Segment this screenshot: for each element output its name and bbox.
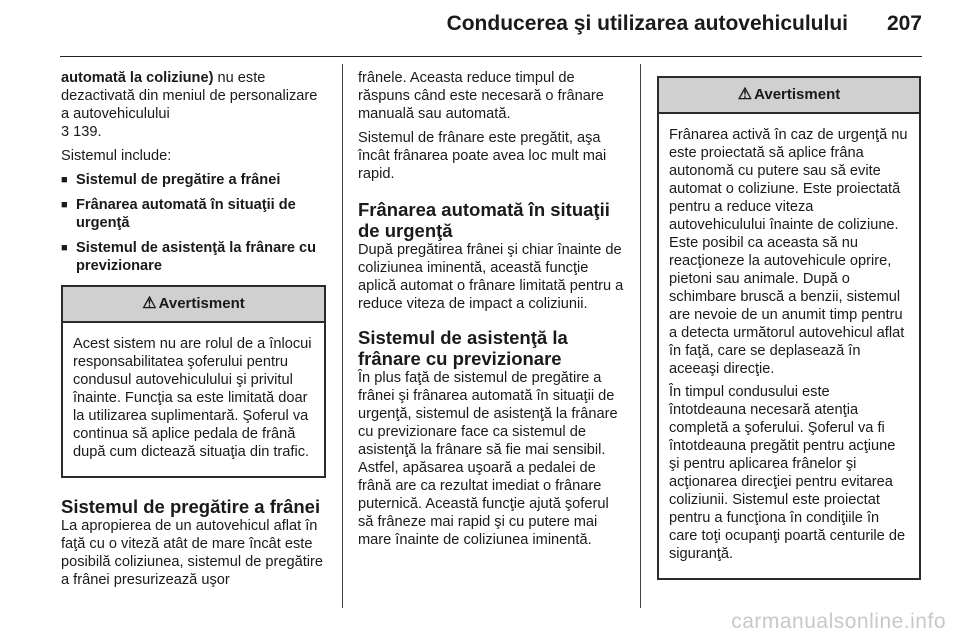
list-item xyxy=(61,196,326,232)
warning-header xyxy=(63,287,324,323)
list-item xyxy=(61,171,326,189)
section-heading: Frânarea automată în situaţii de urgenţă xyxy=(358,199,610,241)
section-heading: Sistemul de asistenţă la frânare cu previzionare xyxy=(358,327,568,369)
list-item-label: Sistemul de pregătire a frânei xyxy=(76,172,281,188)
warning-body xyxy=(63,323,324,476)
intro-text: nu este dezactivată din meniul de personalizare a autovehiculului xyxy=(61,70,318,122)
system-includes-label: Sistemul include: xyxy=(61,148,172,164)
list-item-label: Frânarea automată în situaţii de urgenţă xyxy=(76,197,296,231)
section-heading: Sistemul de pregătire a frânei xyxy=(61,496,321,517)
page-number: 207 xyxy=(886,12,922,35)
paragraph: Sistemul de frânare este pregătit, aşa încât frânarea poate avea loc mult mai rapid. xyxy=(358,130,607,182)
header-divider xyxy=(60,56,922,57)
column-3 xyxy=(657,69,921,580)
page-reference: 3 139. xyxy=(61,124,102,140)
column-2 xyxy=(358,69,624,555)
warning-title: Avertisment xyxy=(754,86,841,103)
watermark: carmanualsonline.info xyxy=(731,610,946,633)
intro-bold-text: automată la coliziune) xyxy=(61,70,214,86)
column-1 xyxy=(61,69,326,595)
bullet-square-icon: ■ xyxy=(61,174,68,186)
warning-text: În timpul condusului este întotdeauna necesară atenţia completă a şoferului. Şoferul va fi întotdeauna pregătit pentru acţiune şi pentru aplicarea frânelor şi acţionarea direcţiei pentru evitarea coliziunii. Sistemul este proiectat pentru a funcţiona în condiţiile în care toţi ocupanţi poartă centurile de siguranţă. xyxy=(669,384,906,562)
intro-paragraph xyxy=(61,69,326,141)
warning-text: Frânarea activă în caz de urgenţă nu este proiectată să aplice frâna autonomă cu putere sau să evite automat o coliziune. Este proiectată pentru a reduce viteza autovehiculului înainte de coliziune. Este posibil ca aceasta să nu reacţioneze la autovehicule oprire, pietoni sau animale. După o schimbare bruscă a benzii, sistemul are nevoie de un anumit timp pentru a detecta următorul autovehicul aflat în faţă, care se deplasează în aceeaşi direcţie. xyxy=(669,127,908,377)
section-text: După pregătirea frânei şi chiar înainte de coliziunea iminentă, această funcţie aplică automat o frânare limitată pentru a reduce viteza de impact a coliziunii. xyxy=(358,242,624,312)
warning-triangle-icon: ⚠ xyxy=(142,295,157,312)
warning-box xyxy=(61,285,326,478)
warning-header xyxy=(659,78,919,114)
bullet-square-icon: ■ xyxy=(61,199,68,211)
list-item xyxy=(61,239,326,275)
section-text: La apropierea de un autovehicul aflat în faţă cu o viteză atât de mare încât este posibilă coliziunea, sistemul de pregătire a frânei presurizează uşor xyxy=(61,518,324,588)
warning-triangle-icon: ⚠ xyxy=(737,86,753,103)
column-divider-2 xyxy=(640,64,641,608)
warning-box xyxy=(657,76,921,580)
warning-body xyxy=(659,114,919,578)
bullet-square-icon: ■ xyxy=(61,242,68,254)
paragraph: frânele. Aceasta reduce timpul de răspuns când este necesară o frânare manuală sau automată. xyxy=(358,70,604,122)
warning-title: Avertisment xyxy=(158,295,245,312)
list-item-label: Sistemul de asistenţă la frânare cu previzionare xyxy=(76,240,317,274)
warning-text: Acest sistem nu are rolul de a înlocui responsabilitatea şoferului pentru condusul autovehiculului şi privitul înainte. Funcţia sa este limitată doar la utilizarea suplimentară. Şoferul va continua să aplice pedala de frână după cum dictează situaţia din trafic. xyxy=(73,336,312,460)
page-header-title: Conducerea şi utilizarea autovehiculului xyxy=(446,12,848,35)
system-bullet-list xyxy=(61,171,326,275)
column-divider-1 xyxy=(342,64,343,608)
section-text: În plus faţă de sistemul de pregătire a frânei şi frânarea automată în situaţii de urgenţă, sistemul de asistenţă la frânare cu previzionare face ca sistemul de asistenţă la frânare să fie mai sensibil. Astfel, apăsarea uşoară a pedalei de frână are ca rezultat imediat o frânare puternică. Această funcţie ajută şoferul să frâneze mai rapid şi cu putere mai mare înainte de coliziunea iminentă. xyxy=(358,370,618,548)
